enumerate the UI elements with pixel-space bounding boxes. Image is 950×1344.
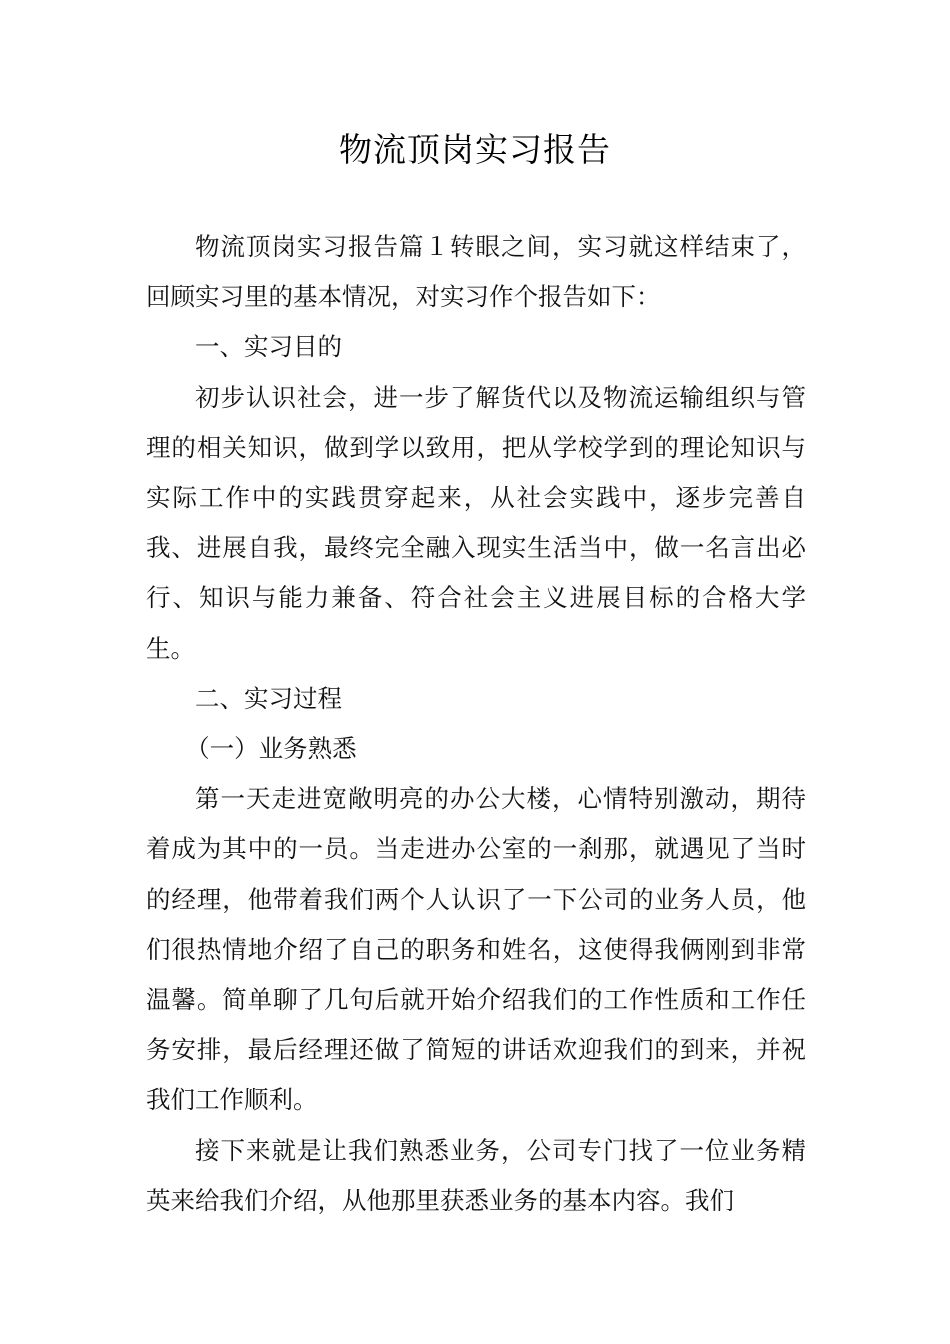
document-title: 物流顶岗实习报告: [339, 130, 611, 169]
subsection-heading-business: （一）业务熟悉: [185, 734, 357, 764]
paragraph-intro: 物流顶岗实习报告篇１转眼之间，实习就这样结束了，回顾实习里的基本情况，对实习作个报告如下：: [146, 232, 806, 312]
section-heading-process: 二、实习过程: [195, 683, 342, 713]
paragraph-familiarize: 接下来就是让我们熟悉业务，公司专门找了一位业务精英来给我们介绍，从他那里获悉业务的基本内容。我们: [146, 1135, 806, 1215]
paragraph-first-day: 第一天走进宽敞明亮的办公大楼，心情特别激动，期待着成为其中的一员。当走进办公室的一刹那，就遇见了当时的经理，他带着我们两个人认识了一下公司的业务人员，他们很热情地介绍了自己的职务和姓名，这使得我俩刚到非常温馨。简单聊了几句后就开始介绍我们的工作性质和工作任务安排，最后经理还做了简短的讲话欢迎我们的到来，并祝我们工作顺利。: [146, 784, 806, 1115]
paragraph-purpose: 初步认识社会，进一步了解货代以及物流运输组织与管理的相关知识，做到学以致用，把从学校学到的理论知识与实际工作中的实践贯穿起来，从社会实践中，逐步完善自我、进展自我，最终完全融入现实生活当中，做一名言出必行、知识与能力兼备、符合社会主义进展目标的合格大学生。: [146, 382, 806, 663]
section-heading-purpose: 一、实习目的: [195, 332, 342, 362]
document-body: [146, 222, 806, 1226]
